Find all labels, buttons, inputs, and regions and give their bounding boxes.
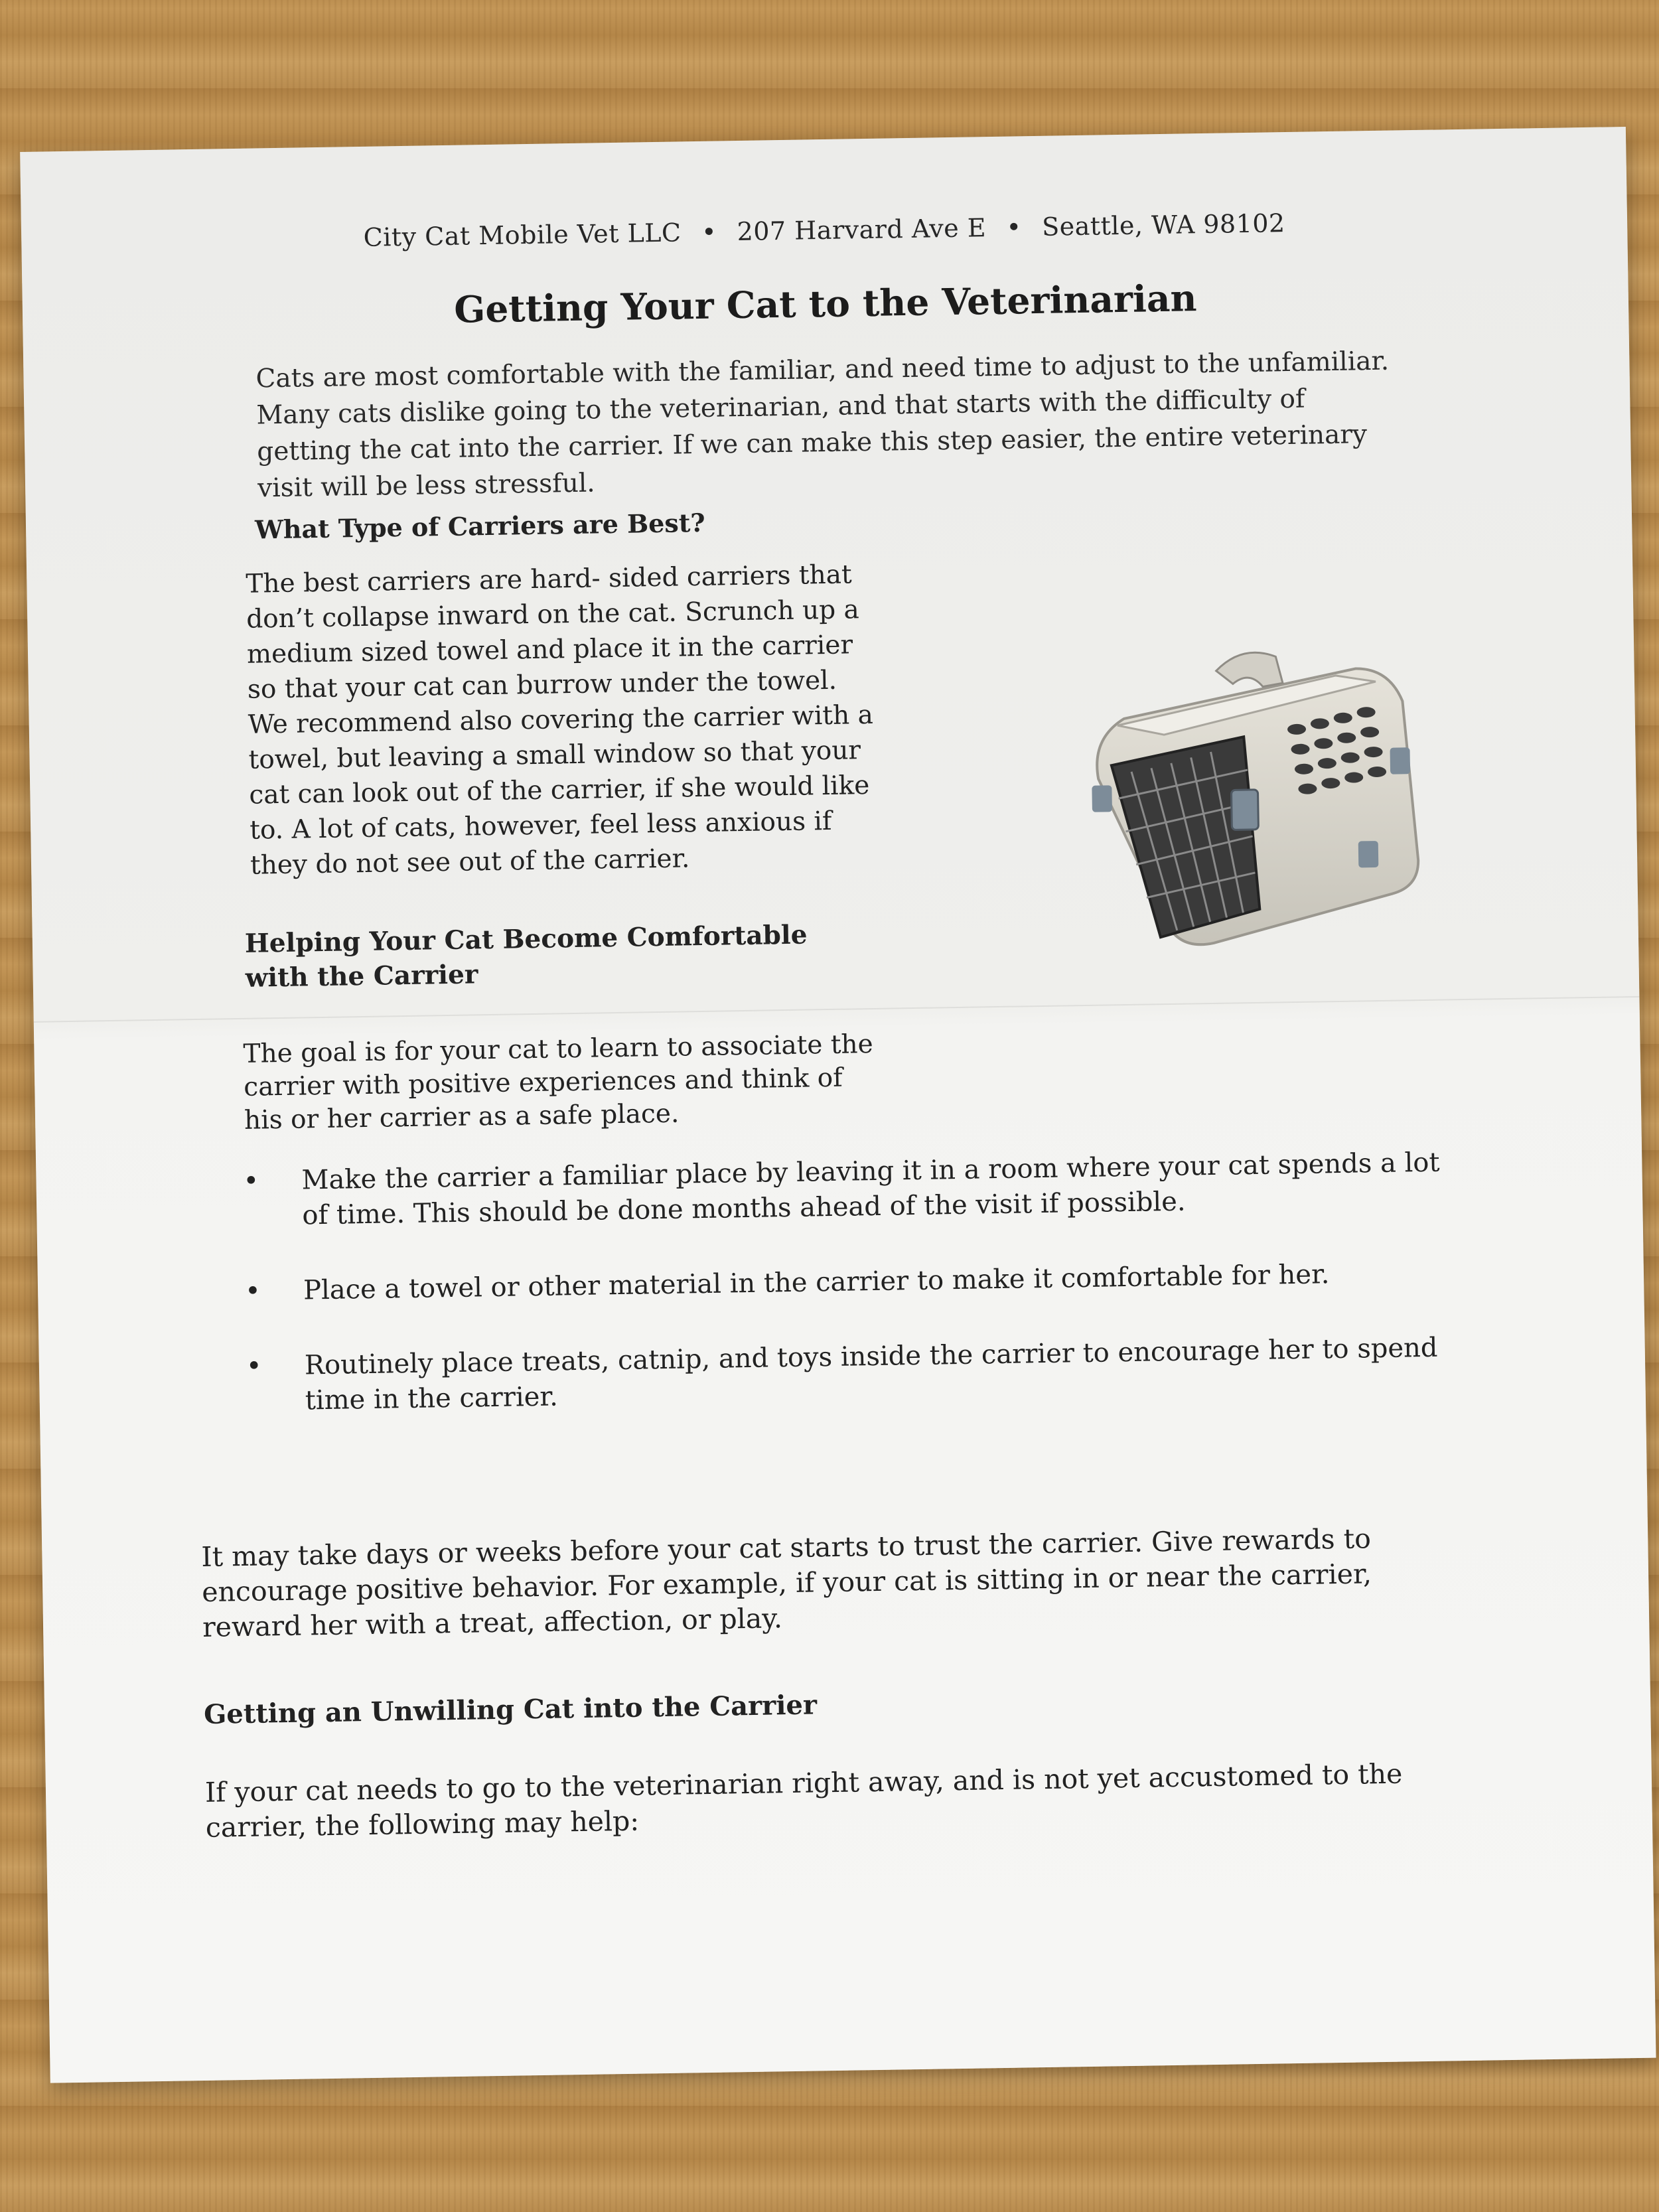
trust-paragraph: It may take days or weeks before your cat starts to trust the carrier. Give rewards to encourage positive behavior. For example, if your cat is sitting in or near the carrier, reward her with a treat, affection, or play. [201, 1522, 1372, 1643]
company-name: City Cat Mobile Vet LLC [363, 218, 682, 252]
list-item [235, 1145, 1443, 1235]
intro-paragraph: Cats are most comfortable with the familiar, and need time to adjust to the unfamiliar. Many cats dislike going to the veterinarian, and that starts with the difficulty of getting the cat into the carrier. If we can make this step easier, the entire veterinary visit will be less stressful. [255, 346, 1390, 504]
header-separator: • [701, 217, 717, 247]
company-address: 207 Harvard Ave E [737, 213, 987, 247]
list-item-text: Routinely place treats, catnip, and toys inside the carrier to encourage her to spend time in the carrier. [304, 1332, 1438, 1416]
unwilling-paragraph: If your cat needs to go to the veterinarian right away, and is not yet accustomed to the carrier, the following may help: [204, 1757, 1403, 1844]
unwilling-heading: Getting an Unwilling Cat into the Carrier [203, 1689, 818, 1730]
goal-paragraph: The goal is for your cat to learn to associate the carrier with positive experiences and think of his or her carrier as a safe place. [243, 1029, 874, 1136]
header-separator: • [1006, 212, 1022, 242]
list-item-text: Place a towel or other material in the carrier to make it comfortable for her. [303, 1259, 1330, 1306]
list-item [238, 1330, 1447, 1420]
list-item-text: Make the carrier a familiar place by leaving it in a room where your cat spends a lot of time. This should be done months ahead of the visit if possible. [301, 1147, 1440, 1231]
bullet-icon: • [246, 1351, 262, 1382]
tips-list [235, 1145, 1447, 1420]
comfort-heading: Helping Your Cat Become Comfortable with the Carrier [244, 919, 808, 994]
document-title: Getting Your Cat to the Veterinarian [453, 276, 1197, 331]
bullet-icon: • [243, 1165, 259, 1197]
flyer-sheet [20, 127, 1656, 2083]
pet-carrier-icon [1043, 641, 1433, 959]
paper-fold [34, 996, 1640, 1023]
bullet-icon: • [244, 1276, 261, 1307]
letterhead [21, 203, 1627, 258]
carriers-paragraph: The best carriers are hard- sided carriers that don’t collapse inward on the cat. Scrunch up a medium sized towel and place it in the carrier so that your cat can burrow under the towel. We recommend also covering the carrier with a towel, but leaving a small window so that your cat can look out of the carrier, if she would like to. A lot of cats, however, feel less anxious if they do not see out of the carrier. [246, 559, 874, 881]
company-city: Seattle, WA 98102 [1041, 208, 1286, 242]
carriers-heading: What Type of Carriers are Best? [254, 507, 705, 545]
list-item [237, 1255, 1445, 1309]
